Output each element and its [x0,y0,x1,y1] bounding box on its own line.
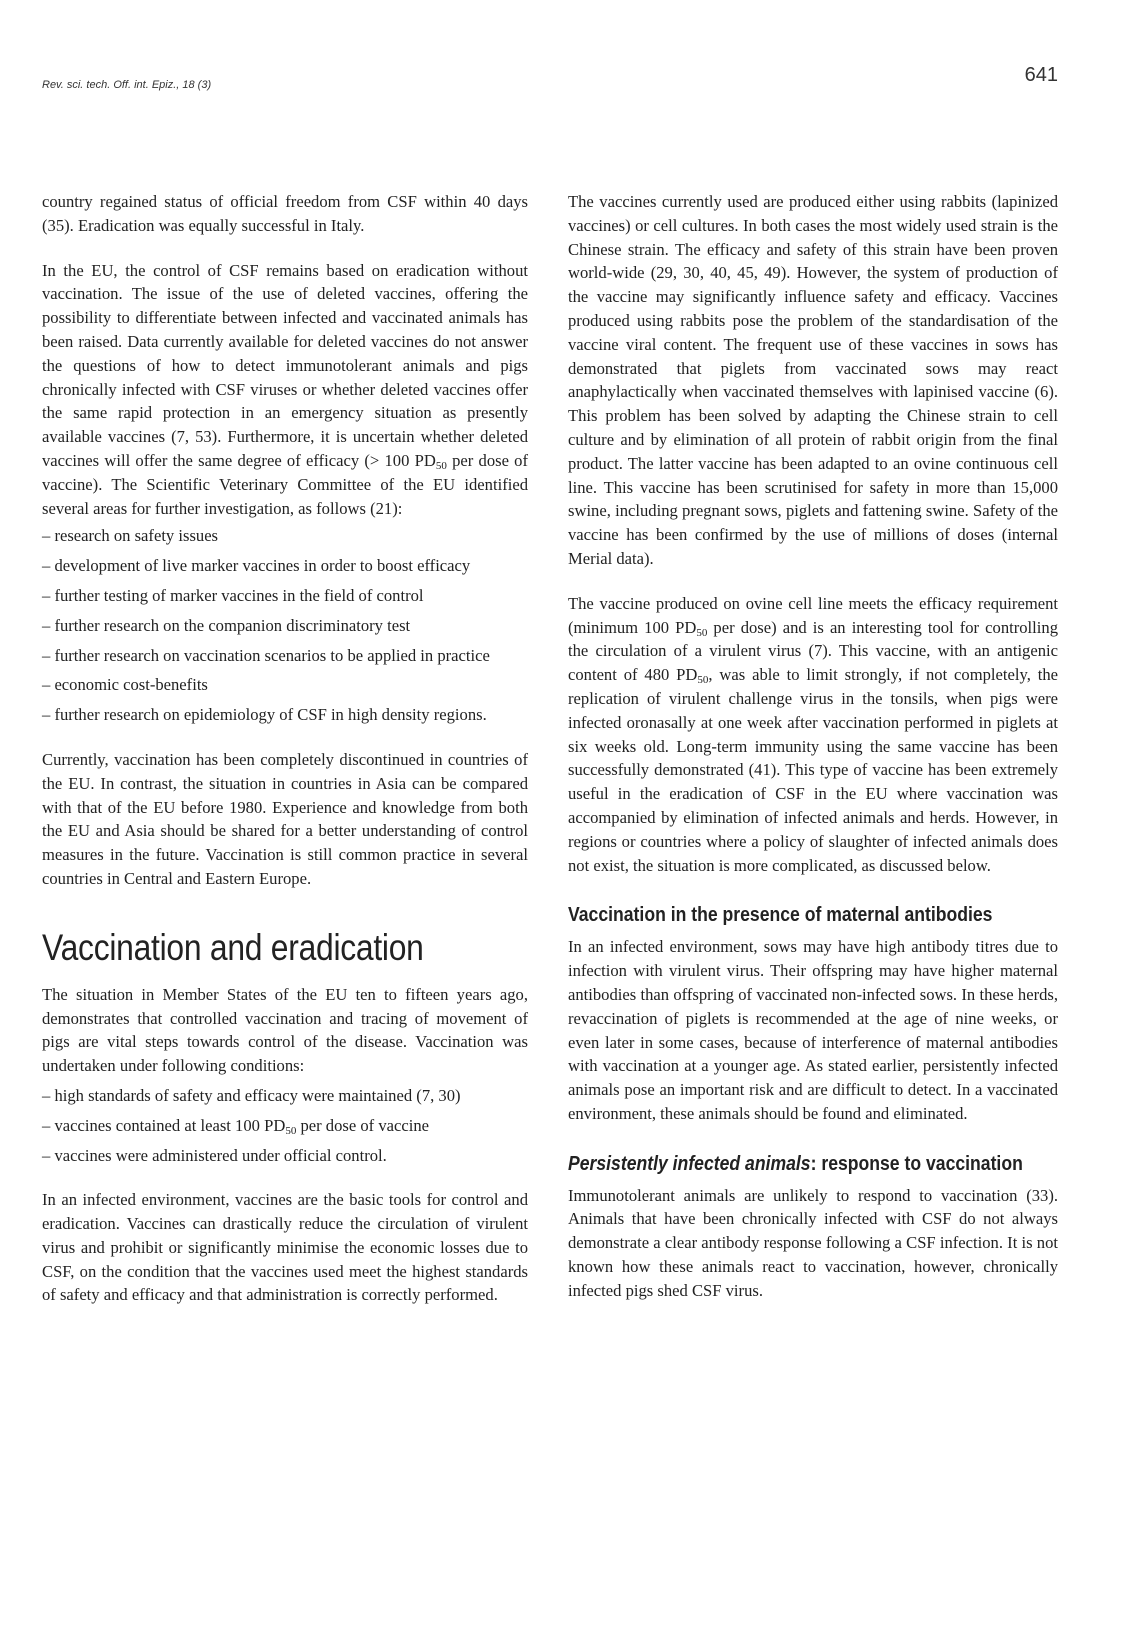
paragraph: The situation in Member States of the EU ten to fifteen years ago, demonstrates that controlled vaccination and tracing of movement of pigs are vital steps towards control of the disease. Vaccination was undertaken under following conditions: [42,984,528,1076]
paragraph: In an infected environment, sows may have high antibody titres due to infection with virulent virus. Their offspring may have higher maternal antibodies than offspring of vaccinated non-infected sows. In these herds, revaccination of piglets is recommended at the age of nine weeks, or even later in some cases, because of interference of maternal antibodies with vaccination at a younger age. As stated earlier, persistently infected animals pose an important risk and are difficult to detect. In a vaccinated environment, these animals should be found and eliminated. [568,937,1058,1123]
paragraph: Currently, vaccination has been completely discontinued in countries of the EU. In contrast, the situation in countries in Asia can be compared with that of the EU before 1980. Experience and knowledge from both the EU and Asia should be shared for a better understanding of control measures in the future. Vaccination is still common practice in several countries in Central and Eastern Europe. [42,749,528,888]
list-item: – further research on epidemiology of CSF in high density regions. [42,705,487,725]
paragraph: In an infected environment, vaccines are the basic tools for control and eradication. Vaccines can drastically reduce the circulation of virulent virus and prohibit or significantly minimise the economic losses due to CSF, on the condition that the vaccines used meet the highest standards of safety and efficacy and that administration is correctly performed. [42,1190,528,1305]
list-item: – further research on the companion discriminatory test [42,615,411,635]
paragraph: country regained status of official freedom from CSF within 40 days (35). Eradication was equally successful in Italy. [42,192,528,235]
list-item: – research on safety issues [42,526,219,546]
list-item: – further research on vaccination scenarios to be applied in practice [42,645,490,665]
list-item: – vaccines were administered under official control. [42,1145,387,1165]
list-item: – high standards of safety and efficacy were maintained (7, 30) [42,1085,461,1105]
page-number: 641 [1024,64,1058,86]
paragraph: The vaccine produced on ovine cell line meets the efficacy requirement (minimum 100 $PD_{50}$ per dose) and is an interesting tool for controlling the circulation of a virulent virus (7). This vaccine, with an antigenic content of 480 $PD_{50}$, was able to limit strongly, if not completely, the replication of virulent challenge virus in the tonsils, when pigs were infected oronasally at one week after vaccination performed in piglets at six weeks old. Long-term immunity using the same vaccine has been successfully demonstrated (41). This type of vaccine has been extremely useful in the eradication of CSF in the EU where vaccination was accompanied by elimination of infected animals and herds. However, in regions or countries where a policy of slaughter of infected animals does not exist, the situation is more complicated, as discussed below. [568,593,1058,875]
paragraph: The vaccines currently used are produced either using rabbits (lapinized vaccines) or cell cultures. In both cases the most widely used strain is the Chinese strain. The efficacy and safety of this strain have been proven world-wide (29, 30, 40, 45, 49). However, the system of production of the vaccine may significantly influence safety and efficacy. Vaccines produced using rabbits pose the problem of the standardisation of the vaccine viral content. The frequent use of these vaccines in sows has demonstrated that piglets from vaccinated sows may react anaphylactically when vaccinated themselves with lapinised vaccine (6). This problem has been solved by adapting the Chinese strain to cell culture and by elimination of all protein of rabbit origin from the final product. The latter vaccine has been adapted to an ovine continuous cell line. This vaccine has been scrutinised for safety in more than 15,000 swine, including pregnant sows, piglets and fattening swine. Safety of the vaccine has been confirmed by the use of millions of doses (internal Merial data). [568,192,1058,568]
paragraph: Immunotolerant animals are unlikely to respond to vaccination (33). Animals that have been chronically infected with CSF do not always demonstrate a clear antibody response following a CSF infection. It is not known how these animals react to vaccination, however, chronically infected pigs shed CSF virus. [568,1185,1058,1300]
paragraph: In the EU, the control of CSF remains based on eradication without vaccination. The issue of the use of deleted vaccines, offering the possibility to differentiate between infected and vaccinated animals has been raised. Data currently available for deleted vaccines do not answer the questions of how to detect immunotolerant animals and pigs chronically infected with CSF viruses or whether deleted vaccines offer the same rapid protection in an emergency situation as presently available vaccines (7, 53). Furthermore, it is uncertain whether deleted vaccines will offer the same degree of efficacy (> 100 $PD_{50}$ per dose of vaccine). The Scientific Veterinary Committee of the EU identified several areas for further investigation, as follows (21): [42,260,529,518]
right-column [568,190,1058,1303]
section-heading: Vaccination and eradication [42,926,424,968]
left-column [42,190,528,1307]
journal-citation: Rev. sci. tech. Off. int. Epiz., 18 (3) [42,79,212,91]
list-item: – vaccines contained at least 100 $PD_{50}$ per dose of vaccine [42,1115,429,1137]
list-item: – further testing of marker vaccines in the field of control [42,585,424,605]
subsection-heading: Persistently infected animals: response to vaccination [568,1152,1023,1175]
subsection-heading: Vaccination in the presence of maternal antibodies [568,904,993,927]
list-item: – development of live marker vaccines in order to boost efficacy [42,556,471,576]
list-item: – economic cost-benefits [42,675,208,695]
